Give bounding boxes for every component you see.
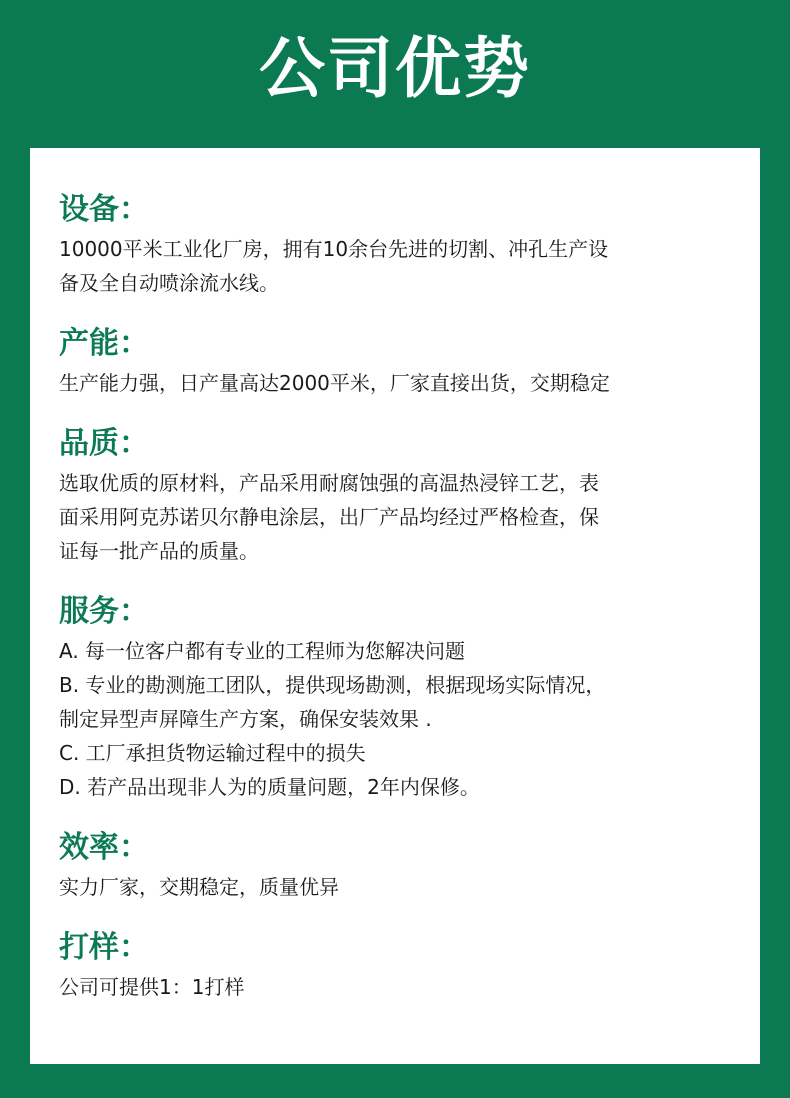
section-heading: 打样：	[59, 930, 149, 965]
section-text: 证每一批产品的质量。	[59, 539, 259, 563]
section-text: 选取优质的原材料，产品采用耐腐蚀强的高温热浸锌工艺，表	[59, 471, 599, 495]
service-item-a: A. 每一位客户都有专业的工程师为您解决问题	[59, 639, 466, 663]
content-panel	[30, 148, 760, 1064]
section-heading: 品质：	[59, 426, 149, 461]
section-heading: 产能：	[59, 326, 149, 361]
section-service	[59, 590, 738, 804]
section-text: 10000平米工业化厂房，拥有10余台先进的切割、冲孔生产设	[59, 237, 609, 261]
section-heading: 设备：	[59, 192, 149, 227]
section-quality	[59, 422, 738, 568]
service-item-b-continued: 制定异型声屏障生产方案，确保安装效果 .	[59, 707, 432, 731]
section-heading: 服务：	[59, 594, 149, 629]
page-title: 公司优势	[259, 30, 531, 107]
section-efficiency	[59, 826, 738, 904]
section-equipment	[59, 188, 738, 300]
section-heading: 效率：	[59, 830, 149, 865]
section-text: 实力厂家，交期稳定，质量优异	[59, 875, 339, 899]
section-text: 生产能力强，日产量高达2000平米，厂家直接出货，交期稳定	[59, 371, 610, 395]
service-item-c: C. 工厂承担货物运输过程中的损失	[59, 741, 366, 765]
service-item-b: B. 专业的勘测施工团队，提供现场勘测，根据现场实际情况，	[59, 673, 606, 697]
service-item-d: D. 若产品出现非人为的质量问题，2年内保修。	[59, 775, 480, 799]
section-capacity	[59, 322, 738, 400]
section-text: 面采用阿克苏诺贝尔静电涂层，出厂产品均经过严格检查，保	[59, 505, 599, 529]
section-text: 公司可提供1：1打样	[59, 975, 245, 999]
section-sampling	[59, 926, 738, 1004]
section-text: 备及全自动喷涂流水线。	[59, 271, 279, 295]
